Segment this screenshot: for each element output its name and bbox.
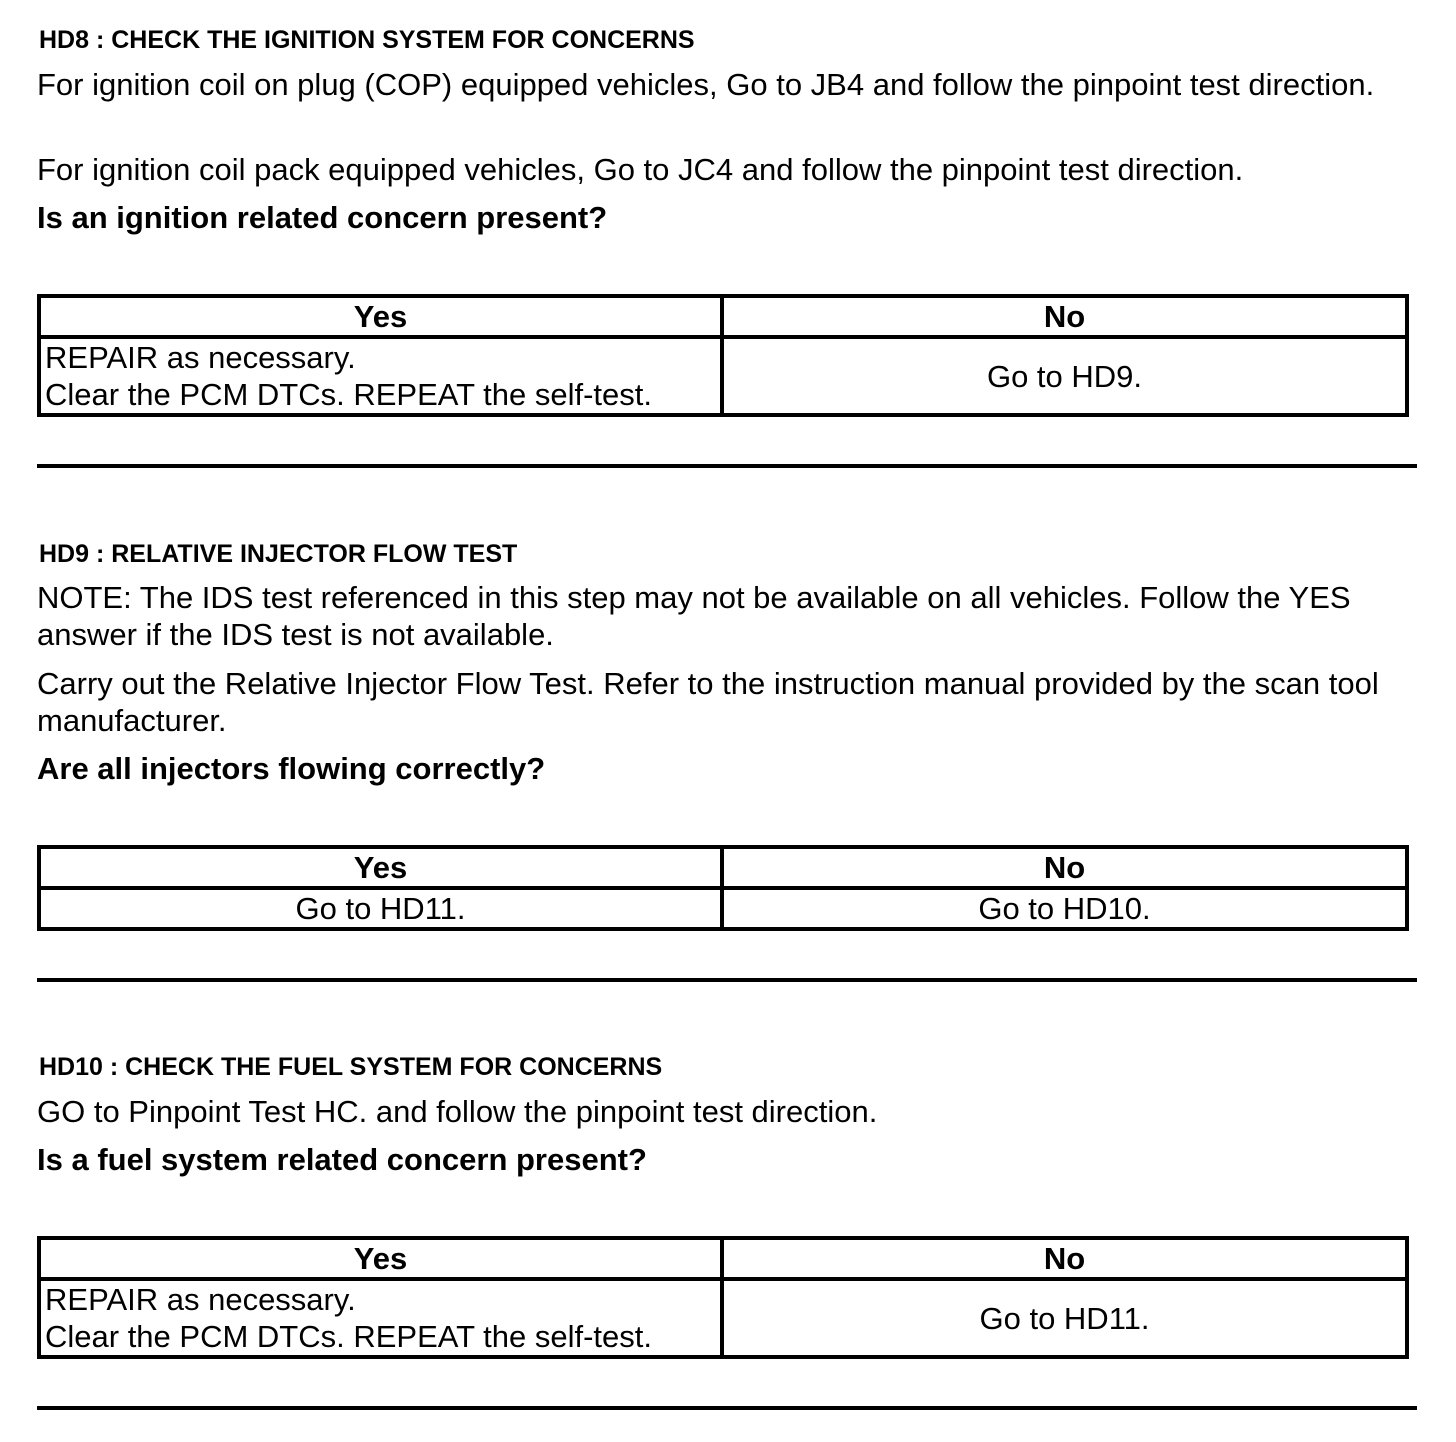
step-hd10-question: Is a fuel system related concern present?: [37, 1142, 647, 1177]
answer-header-row: [39, 1238, 1407, 1279]
yes-answer-line-1: REPAIR as necessary.: [45, 340, 356, 375]
no-answer-cell: Go to HD10.: [722, 888, 1407, 929]
section-divider: [37, 1406, 1417, 1410]
yes-answer-cell: [39, 1279, 722, 1357]
step-hd9-question: Are all injectors flowing correctly?: [37, 751, 546, 786]
no-answer-cell: Go to HD9.: [722, 337, 1407, 415]
step-hd10-paragraph-1: GO to Pinpoint Test HC. and follow the pinpoint test direction.: [37, 1094, 878, 1129]
step-hd8-question: Is an ignition related concern present?: [37, 200, 608, 235]
step-hd8-paragraph-1: For ignition coil on plug (COP) equipped vehicles, Go to JB4 and follow the pinpoint test direction.: [37, 67, 1375, 102]
no-header: No: [722, 296, 1407, 337]
step-title-hd10: HD10 : CHECK THE FUEL SYSTEM FOR CONCERNS: [39, 1053, 663, 1081]
yes-answer-line-2: Clear the PCM DTCs. REPEAT the self-test.: [45, 377, 652, 412]
no-answer-cell: Go to HD11.: [722, 1279, 1407, 1357]
step-hd9-paragraph-2: Carry out the Relative Injector Flow Test. Refer to the instruction manual provided by the scan tool manufacturer.: [37, 666, 1379, 738]
step-hd8-answer-table: [37, 294, 1409, 417]
yes-answer-line-2: Clear the PCM DTCs. REPEAT the self-test.: [45, 1319, 652, 1354]
no-header: No: [722, 847, 1407, 888]
yes-header: Yes: [39, 847, 722, 888]
yes-answer-cell: Go to HD11.: [39, 888, 722, 929]
yes-answer-cell: [39, 337, 722, 415]
step-hd9-answer-table: [37, 845, 1409, 931]
answer-header-row: [39, 847, 1407, 888]
answer-header-row: [39, 296, 1407, 337]
step-hd10-answer-table: [37, 1236, 1409, 1359]
section-divider: [37, 978, 1417, 982]
step-title-hd8: HD8 : CHECK THE IGNITION SYSTEM FOR CONCERNS: [39, 26, 695, 54]
answer-row: [39, 1279, 1407, 1357]
no-header: No: [722, 1238, 1407, 1279]
step-hd9-paragraph-1: NOTE: The IDS test referenced in this step may not be available on all vehicles. Follow the YES answer if the IDS test is not available.: [37, 580, 1351, 652]
yes-header: Yes: [39, 296, 722, 337]
yes-header: Yes: [39, 1238, 722, 1279]
answer-row: [39, 888, 1407, 929]
step-title-hd9: HD9 : RELATIVE INJECTOR FLOW TEST: [39, 540, 518, 568]
answer-row: [39, 337, 1407, 415]
section-divider: [37, 464, 1417, 468]
yes-answer-line-1: REPAIR as necessary.: [45, 1282, 356, 1317]
step-hd8-paragraph-2: For ignition coil pack equipped vehicles, Go to JC4 and follow the pinpoint test direction.: [37, 152, 1244, 187]
